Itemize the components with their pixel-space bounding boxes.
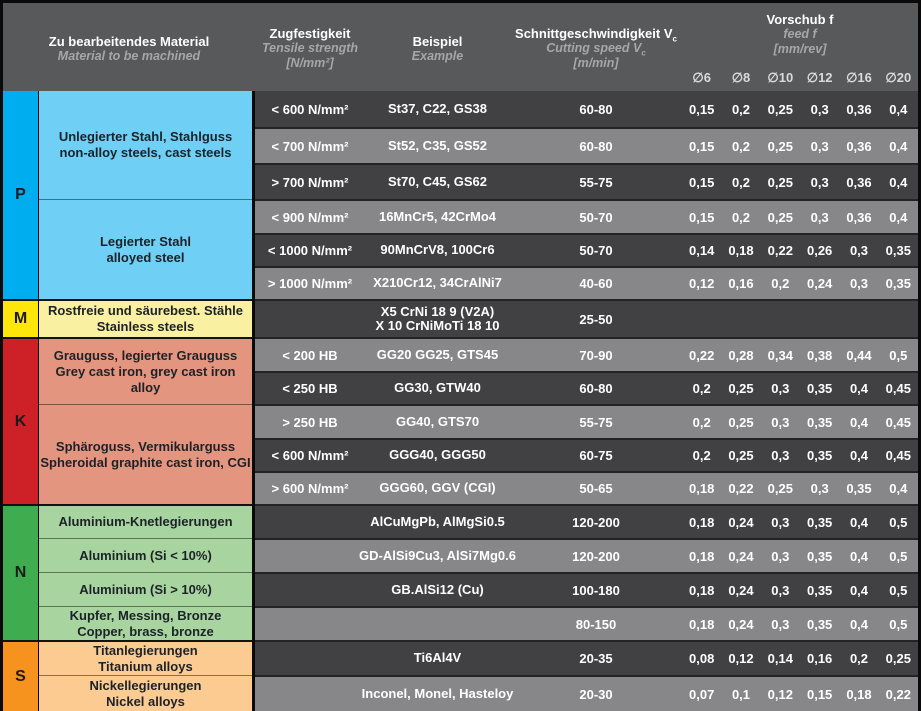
example-line1: GGG40, GGG50 xyxy=(389,447,486,463)
example-line1: St37, C22, GS38 xyxy=(388,100,487,116)
feed-cell: 0,28 xyxy=(728,347,754,363)
example-line1: X5 CrNi 18 9 (V2A) xyxy=(380,303,495,319)
feed-cell: 0,12 xyxy=(728,651,754,666)
feed-cell: 0,35 xyxy=(885,243,911,258)
feed-cell: 0,25 xyxy=(767,209,793,225)
table-row xyxy=(255,91,918,127)
material-desc-en: Titanium alloys xyxy=(98,658,193,674)
table-row xyxy=(255,606,918,640)
example-cell xyxy=(365,235,510,266)
table-row xyxy=(255,371,918,404)
feed-cell: 0,35 xyxy=(806,616,833,632)
example-header-en: Example xyxy=(411,49,464,63)
feed-cell: 0,4 xyxy=(889,101,908,117)
speed-cell: 50-70 xyxy=(579,209,613,225)
column-header-cutting-speed xyxy=(510,3,682,91)
speed-cell: 25-50 xyxy=(579,311,613,327)
feed-cell: 0,35 xyxy=(885,276,911,291)
material-desc-de: Legierter Stahl xyxy=(99,233,192,249)
column-header-tensile xyxy=(255,3,365,91)
feed-cell: 0,2 xyxy=(692,381,711,396)
table-body xyxy=(3,91,918,711)
tensile-header-en: Tensile strength xyxy=(261,41,359,55)
tensile-cell: < 900 N/mm² xyxy=(271,209,349,225)
example-line1: GG40, GTS70 xyxy=(395,413,480,429)
feed-cell: 0,5 xyxy=(889,347,908,363)
diameter-header: ∅6 xyxy=(692,70,711,85)
feed-cell: 0,4 xyxy=(849,616,869,632)
material-description-column xyxy=(38,91,252,711)
table-row xyxy=(255,266,918,299)
feed-header-de: Vorschub f xyxy=(766,12,834,27)
feed-cell: 0,25 xyxy=(728,381,754,396)
material-desc xyxy=(39,675,252,711)
feed-cell: 0,36 xyxy=(846,138,872,154)
example-line1: X210Cr12, 34CrAlNi7 xyxy=(373,275,502,291)
example-cell xyxy=(365,608,510,640)
example-cell xyxy=(365,373,510,404)
feed-cell: 0,4 xyxy=(849,548,869,564)
speed-header-unit: [m/min] xyxy=(573,56,619,70)
feed-cell: 0,45 xyxy=(885,381,911,396)
feed-cell: 0,1 xyxy=(731,686,751,702)
material-desc-de: Aluminium (Si < 10%) xyxy=(79,547,212,563)
example-line1: 16MnCr5, 42CrMo4 xyxy=(378,208,497,224)
group-letter-S: S xyxy=(3,640,38,711)
feed-cell: 0,36 xyxy=(846,174,872,190)
feed-cell: 0,22 xyxy=(885,686,911,702)
feed-cell: 0,3 xyxy=(810,209,829,225)
feed-cell: 0,12 xyxy=(767,686,793,702)
speed-cell: 60-80 xyxy=(579,101,613,117)
feed-cell: 0,25 xyxy=(767,101,793,117)
feed-cell: 0,26 xyxy=(806,243,833,258)
diameter-header: ∅8 xyxy=(731,70,751,85)
feed-cell: 0,25 xyxy=(767,138,793,154)
feed-cell: 0,44 xyxy=(846,347,872,363)
material-desc-de: Grauguss, legierter Grauguss xyxy=(53,347,238,363)
material-desc xyxy=(39,538,252,572)
table-row xyxy=(255,504,918,538)
feed-cell: 0,4 xyxy=(889,481,908,496)
feed-cell: 0,18 xyxy=(689,548,715,564)
feed-cell: 0,25 xyxy=(728,448,754,463)
table-row xyxy=(255,163,918,199)
feed-cell: 0,36 xyxy=(846,101,872,117)
feed-cell: 0,12 xyxy=(689,276,715,291)
feed-cell: 0,4 xyxy=(849,381,869,396)
feed-cell: 0,3 xyxy=(771,548,790,564)
feed-cell: 0,15 xyxy=(689,174,715,190)
feed-cell: 0,38 xyxy=(806,347,833,363)
group-letter-K: K xyxy=(3,337,38,504)
material-desc-en: alloyed steel xyxy=(106,249,185,265)
data-rows-column xyxy=(252,91,918,711)
diameter-header-row xyxy=(682,69,918,87)
speed-subscript: c xyxy=(672,34,677,44)
table-row xyxy=(255,199,918,233)
material-header-de: Zu bearbeitendes Material xyxy=(48,34,210,49)
material-desc xyxy=(39,299,252,337)
speed-cell: 50-65 xyxy=(579,481,613,496)
feed-cell: 0,18 xyxy=(689,616,715,632)
feed-cell: 0,5 xyxy=(889,616,908,632)
material-desc-de: Kupfer, Messing, Bronze xyxy=(69,607,222,623)
tensile-cell xyxy=(255,608,365,640)
feed-cell: 0,25 xyxy=(767,481,793,496)
tensile-cell: < 600 N/mm² xyxy=(271,101,349,117)
feed-cell: 0,45 xyxy=(885,448,911,463)
example-cell xyxy=(365,642,510,675)
example-cell xyxy=(365,129,510,163)
speed-cell: 60-80 xyxy=(579,381,613,396)
column-header-feed xyxy=(682,3,918,91)
speed-cell: 55-75 xyxy=(579,414,613,430)
feed-cell: 0,4 xyxy=(849,582,869,598)
tensile-cell: > 250 HB xyxy=(282,414,338,430)
group-letter-P: P xyxy=(3,91,38,299)
example-line1: Ti6Al4V xyxy=(413,650,462,666)
feed-header-en: feed f xyxy=(783,27,817,41)
feed-cell: 0,5 xyxy=(889,514,908,530)
table-row xyxy=(255,471,918,504)
feed-cell: 0,3 xyxy=(810,174,829,190)
feed-cell: 0,08 xyxy=(689,651,715,666)
feed-cell: 0,3 xyxy=(771,514,790,530)
material-desc-en: Grey cast iron, grey cast iron alloy xyxy=(55,363,236,395)
feed-cell: 0,2 xyxy=(731,174,751,190)
feed-cell: 0,22 xyxy=(689,347,715,363)
feed-cell: 0,4 xyxy=(889,138,908,154)
feed-cell: 0,45 xyxy=(885,414,911,430)
feed-cell: 0,5 xyxy=(889,582,908,598)
example-line1: GGG60, GGV (CGI) xyxy=(379,480,496,496)
speed-header-de: Schnittgeschwindigkeit $V_c$ xyxy=(515,26,677,44)
diameter-header: ∅16 xyxy=(846,70,872,85)
feed-cell: 0,4 xyxy=(889,209,908,225)
feed-cell: 0,4 xyxy=(889,174,908,190)
example-cell xyxy=(365,301,510,337)
material-desc xyxy=(39,404,252,504)
speed-cell: 55-75 xyxy=(579,174,613,190)
feed-header-unit: [mm/rev] xyxy=(773,42,827,56)
material-desc-de: Titanlegierungen xyxy=(93,642,198,658)
table-row xyxy=(255,299,918,337)
group-letter-M: M xyxy=(3,299,38,337)
example-cell xyxy=(365,201,510,233)
material-header-en: Material to be machined xyxy=(57,49,201,63)
feed-cell: 0,24 xyxy=(728,582,754,598)
feed-cell: 0,2 xyxy=(731,209,751,225)
material-desc-de: Aluminium (Si > 10%) xyxy=(79,581,212,597)
material-desc-en: Spheroidal graphite cast iron, CGI xyxy=(40,454,251,470)
feed-cell: 0,3 xyxy=(771,616,790,632)
material-desc xyxy=(39,91,252,199)
tensile-header-de: Zugfestigkeit xyxy=(269,26,351,41)
tensile-cell xyxy=(255,540,365,572)
example-line1: GD-AlSi9Cu3, AlSi7Mg0.6 xyxy=(359,547,516,563)
example-cell xyxy=(365,440,510,471)
material-desc xyxy=(39,572,252,606)
tensile-cell: > 600 N/mm² xyxy=(271,481,349,496)
feed-cell: 0,2 xyxy=(692,448,711,463)
feed-cell: 0,14 xyxy=(767,651,793,666)
example-line1: St52, C35, GS52 xyxy=(388,137,487,153)
speed-subscript: c xyxy=(641,48,646,58)
feed-cell: 0,36 xyxy=(846,209,872,225)
table-row xyxy=(255,337,918,371)
example-line2: X 10 CrNiMoTi 18 10 xyxy=(375,318,500,333)
column-header-material xyxy=(3,3,255,91)
material-desc-de: Nickellegierungen xyxy=(89,677,202,693)
feed-cell: 0,4 xyxy=(849,414,869,430)
material-desc xyxy=(39,504,252,538)
tensile-cell: < 600 N/mm² xyxy=(271,448,349,463)
material-desc-de: Aluminium-Knetlegierungen xyxy=(58,514,233,529)
feed-cell: 0,2 xyxy=(731,138,751,154)
feed-cell: 0,35 xyxy=(806,514,833,530)
feed-cell: 0,2 xyxy=(849,651,869,666)
example-cell xyxy=(365,165,510,199)
table-row xyxy=(255,404,918,438)
example-cell xyxy=(365,91,510,127)
material-desc-en: Copper, brass, bronze xyxy=(77,623,214,639)
feed-cell: 0,22 xyxy=(728,481,754,496)
feed-cell: 0,18 xyxy=(689,481,715,496)
example-header-de: Beispiel xyxy=(412,34,463,49)
material-desc xyxy=(39,199,252,299)
feed-cell: 0,35 xyxy=(806,582,833,598)
feed-cell: 0,35 xyxy=(806,381,833,396)
table-row xyxy=(255,675,918,711)
speed-cell: 60-80 xyxy=(579,138,613,154)
speed-cell: 80-150 xyxy=(575,616,617,632)
material-desc-de: Sphäroguss, Vermikularguss xyxy=(55,438,236,454)
table-row xyxy=(255,233,918,266)
example-line1: GB.AlSi12 (Cu) xyxy=(391,581,484,597)
feed-cell: 0,3 xyxy=(849,243,869,258)
tensile-cell: < 200 HB xyxy=(282,347,338,363)
feed-cell xyxy=(879,301,918,337)
table-row xyxy=(255,572,918,606)
speed-cell: 100-180 xyxy=(572,582,620,598)
example-cell xyxy=(365,339,510,371)
feed-cell: 0,15 xyxy=(689,101,715,117)
material-desc-en: Stainless steels xyxy=(96,319,195,334)
tensile-cell: < 700 N/mm² xyxy=(271,138,349,154)
table-row xyxy=(255,640,918,675)
tensile-cell: > 700 N/mm² xyxy=(271,174,349,190)
speed-cell: 60-75 xyxy=(579,448,613,463)
tensile-cell xyxy=(255,574,365,606)
iso-group-column xyxy=(3,91,38,711)
example-line1: GG20 GG25, GTS45 xyxy=(376,346,499,362)
material-desc xyxy=(39,337,252,404)
feed-cell: 0,24 xyxy=(728,514,754,530)
tensile-cell: > 1000 N/mm² xyxy=(267,276,353,291)
feed-cell: 0,35 xyxy=(806,414,833,430)
speed-cell: 70-90 xyxy=(579,347,613,363)
feed-cell: 0,07 xyxy=(689,686,715,702)
diameter-header: ∅10 xyxy=(767,70,794,85)
column-header-example xyxy=(365,3,510,91)
tensile-cell xyxy=(255,677,365,711)
feed-cell: 0,2 xyxy=(692,414,711,430)
feed-cell: 0,18 xyxy=(689,582,715,598)
feed-cell: 0,35 xyxy=(806,548,833,564)
feed-cell: 0,3 xyxy=(849,276,869,291)
example-line1: GG30, GTW40 xyxy=(394,380,481,396)
example-cell xyxy=(365,473,510,504)
feed-cell: 0,25 xyxy=(885,651,911,666)
table-row xyxy=(255,538,918,572)
example-line1: AlCuMgPb, AlMgSi0.5 xyxy=(370,513,505,529)
tensile-cell xyxy=(255,506,365,538)
table-header xyxy=(3,3,918,91)
feed-cell: 0,3 xyxy=(771,448,790,463)
feed-cell: 0,2 xyxy=(731,101,751,117)
group-letter-N: N xyxy=(3,504,38,640)
feed-cell xyxy=(682,301,721,337)
feed-cell: 0,16 xyxy=(806,651,833,666)
speed-cell: 50-70 xyxy=(579,243,613,258)
example-cell xyxy=(365,574,510,606)
feed-cell: 0,24 xyxy=(728,548,754,564)
material-desc xyxy=(39,606,252,640)
tensile-cell xyxy=(255,642,365,675)
feed-cell: 0,15 xyxy=(689,209,715,225)
feed-cell: 0,5 xyxy=(889,548,908,564)
material-desc-de: Rostfreie und säurebest. Stähle xyxy=(47,303,244,318)
feed-cell xyxy=(721,301,760,337)
example-line1: 90MnCrV8, 100Cr6 xyxy=(380,242,495,258)
feed-cell: 0,3 xyxy=(810,101,829,117)
feed-cell: 0,15 xyxy=(806,686,833,702)
feed-cell xyxy=(839,301,878,337)
feed-cell: 0,3 xyxy=(810,481,829,496)
feed-cell: 0,18 xyxy=(689,514,715,530)
feed-cell: 0,3 xyxy=(771,582,790,598)
example-line1: St70, C45, GS62 xyxy=(388,173,487,189)
feed-cell: 0,3 xyxy=(810,138,829,154)
feed-cell: 0,16 xyxy=(728,276,754,291)
speed-cell: 20-30 xyxy=(579,686,613,702)
feed-cell: 0,22 xyxy=(767,243,793,258)
feed-cell xyxy=(761,301,800,337)
feed-cell: 0,14 xyxy=(689,243,715,258)
example-cell xyxy=(365,406,510,438)
speed-header-en: Cutting speed $V_c$ xyxy=(546,41,646,58)
feed-cell: 0,25 xyxy=(728,414,754,430)
tensile-header-unit: [N/mm²] xyxy=(286,56,334,70)
example-cell xyxy=(361,677,514,711)
speed-cell: 40-60 xyxy=(579,276,613,291)
material-desc-en: Nickel alloys xyxy=(106,693,185,709)
feed-cell: 0,25 xyxy=(767,174,793,190)
speed-cell: 120-200 xyxy=(572,514,620,530)
feed-cell: 0,2 xyxy=(771,276,790,291)
feed-cell: 0,35 xyxy=(846,481,872,496)
feed-cell: 0,34 xyxy=(767,347,793,363)
feed-cell: 0,18 xyxy=(728,243,754,258)
feed-cell xyxy=(800,301,839,337)
example-line1: Inconel, Monel, Hasteloy xyxy=(361,685,514,701)
feed-cell: 0,24 xyxy=(728,616,754,632)
material-desc xyxy=(39,640,252,675)
feed-cell: 0,4 xyxy=(849,448,869,463)
feed-cell: 0,35 xyxy=(806,448,833,463)
feed-cell: 0,3 xyxy=(771,381,790,396)
feed-cell: 0,15 xyxy=(689,138,715,154)
table-row xyxy=(255,127,918,163)
feed-cell: 0,24 xyxy=(806,276,833,291)
example-cell xyxy=(365,506,510,538)
example-cell xyxy=(365,268,510,299)
tensile-cell xyxy=(255,301,365,337)
material-desc-de: Unlegierter Stahl, Stahlguss xyxy=(58,129,233,144)
speed-cell: 20-35 xyxy=(579,651,613,666)
feed-cell: 0,3 xyxy=(771,414,790,430)
table-row xyxy=(255,438,918,471)
diameter-header: ∅12 xyxy=(806,70,833,85)
tensile-cell: < 1000 N/mm² xyxy=(267,243,353,258)
example-cell xyxy=(359,540,516,572)
material-desc-en: non-alloy steels, cast steels xyxy=(59,145,232,160)
feed-cell: 0,4 xyxy=(849,514,869,530)
feed-cell: 0,18 xyxy=(846,686,872,702)
speed-cell: 120-200 xyxy=(572,548,620,564)
tensile-cell: < 250 HB xyxy=(282,381,338,396)
diameter-header: ∅20 xyxy=(885,70,912,85)
